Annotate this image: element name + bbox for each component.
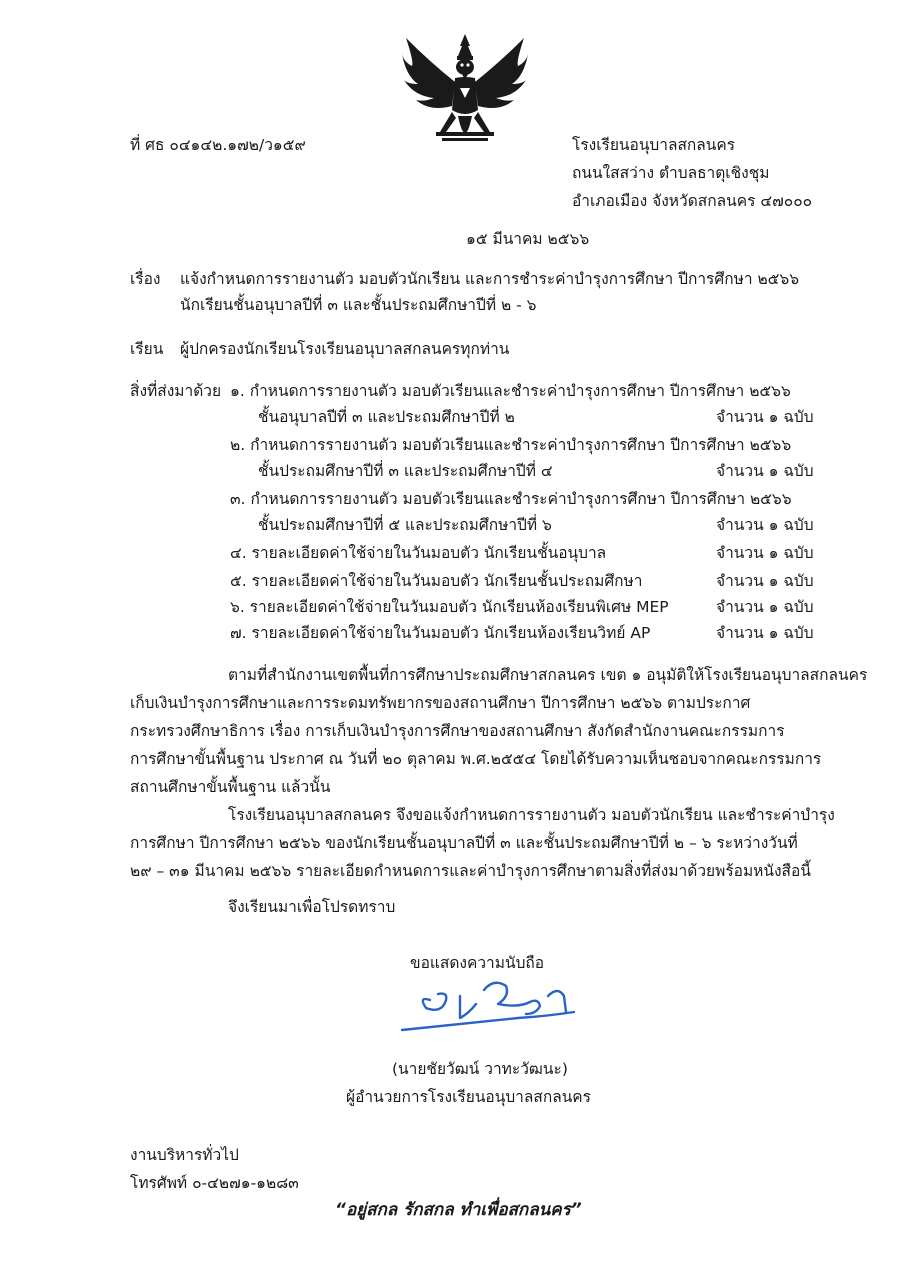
garuda-emblem-icon — [400, 32, 530, 150]
reference-number: ที่ ศธ ๐๔๑๔๒.๑๗๒/ว๑๕๙ — [130, 136, 306, 154]
letter-date: ๑๕ มีนาคม ๒๕๖๖ — [466, 230, 590, 248]
enclosure-7-count: จำนวน ๑ ฉบับ — [716, 624, 814, 642]
enclosure-6-line-1: ๖. รายละเอียดค่าใช้จ่ายในวันมอบตัว นักเรียนห้องเรียนพิเศษ MEP — [230, 598, 669, 616]
closing-line: จึงเรียนมาเพื่อโปรดทราบ — [228, 898, 396, 916]
enclosure-2-line-2: ชั้นประถมศึกษาปีที่ ๓ และประถมศึกษาปีที่ ๔ — [258, 462, 553, 480]
signatory-position: ผู้อำนวยการโรงเรียนอนุบาลสกลนคร — [346, 1088, 591, 1106]
body-paragraph-1-line-4: การศึกษาขั้นพื้นฐาน ประกาศ ณ วันที่ ๒๐ ตุลาคม พ.ศ.๒๕๕๔ โดยได้รับความเห็นชอบจากคณะกรรมการ — [130, 750, 822, 768]
enclosure-5-count: จำนวน ๑ ฉบับ — [716, 572, 814, 590]
body-paragraph-1-line-2: เก็บเงินบำรุงการศึกษาและการระดมทรัพยากรของสถานศึกษา ปีการศึกษา ๒๕๖๖ ตามประกาศ — [130, 694, 751, 712]
footer-department: งานบริหารทั่วไป — [130, 1146, 239, 1164]
body-paragraph-2-line-1: โรงเรียนอนุบาลสกลนคร จึงขอแจ้งกำหนดการรายงานตัว มอบตัวนักเรียน และชำระค่าบำรุง — [228, 806, 835, 824]
salutation-label: เรียน — [130, 340, 164, 358]
enclosure-3-line-2: ชั้นประถมศึกษาปีที่ ๕ และประถมศึกษาปีที่ ๖ — [258, 516, 552, 534]
body-paragraph-1-line-5: สถานศึกษาขั้นพื้นฐาน แล้วนั้น — [130, 778, 331, 796]
subject-line-1: แจ้งกำหนดการรายงานตัว มอบตัวนักเรียน และการชำระค่าบำรุงการศึกษา ปีการศึกษา ๒๕๖๖ — [180, 270, 800, 288]
sender-district: อำเภอเมือง จังหวัดสกลนคร ๔๗๐๐๐ — [572, 192, 813, 210]
sender-street: ถนนใสสว่าง ตำบลธาตุเชิงชุม — [572, 164, 770, 182]
enclosure-6-count: จำนวน ๑ ฉบับ — [716, 598, 814, 616]
enclosure-1-count: จำนวน ๑ ฉบับ — [716, 408, 814, 426]
enclosure-2-count: จำนวน ๑ ฉบับ — [716, 462, 814, 480]
enclosure-1-line-2: ชั้นอนุบาลปีที่ ๓ และประถมศึกษาปีที่ ๒ — [258, 408, 515, 426]
enclosure-3-line-1: ๓. กำหนดการรายงานตัว มอบตัวเรียนและชำระค่าบำรุงการศึกษา ปีการศึกษา ๒๕๖๖ — [230, 490, 792, 508]
sender-school-name: โรงเรียนอนุบาลสกลนคร — [572, 136, 736, 154]
enclosure-4-line-1: ๔. รายละเอียดค่าใช้จ่ายในวันมอบตัว นักเรียนชั้นอนุบาล — [230, 544, 607, 562]
salutation-recipient: ผู้ปกครองนักเรียนโรงเรียนอนุบาลสกลนครทุกท่าน — [180, 340, 510, 358]
body-paragraph-1-line-3: กระทรวงศึกษาธิการ เรื่อง การเก็บเงินบำรุงการศึกษาของสถานศึกษา สังกัดสำนักงานคณะกรรมการ — [130, 722, 785, 740]
enclosure-5-line-1: ๕. รายละเอียดค่าใช้จ่ายในวันมอบตัว นักเรียนชั้นประถมศึกษา — [230, 572, 643, 590]
enclosure-7-line-1: ๗. รายละเอียดค่าใช้จ่ายในวันมอบตัว นักเรียนห้องเรียนวิทย์ AP — [230, 624, 651, 642]
signatory-name: (นายชัยวัฒน์ วาทะวัฒนะ) — [392, 1060, 568, 1078]
enclosure-2-line-1: ๒. กำหนดการรายงานตัว มอบตัวเรียนและชำระค่าบำรุงการศึกษา ปีการศึกษา ๒๕๖๖ — [230, 436, 792, 454]
subject-label: เรื่อง — [130, 270, 161, 288]
enclosure-1-line-1: ๑. กำหนดการรายงานตัว มอบตัวเรียนและชำระค่าบำรุงการศึกษา ปีการศึกษา ๒๕๖๖ — [230, 382, 791, 400]
signature-icon — [398, 974, 578, 1044]
enclosure-4-count: จำนวน ๑ ฉบับ — [716, 544, 814, 562]
enclosure-3-count: จำนวน ๑ ฉบับ — [716, 516, 814, 534]
body-paragraph-2-line-3: ๒๙ – ๓๑ มีนาคม ๒๕๖๖ รายละเอียดกำหนดการและค่าบำรุงการศึกษาตามสิ่งที่ส่งมาด้วยพร้อมหนังสือนี้ — [130, 862, 811, 880]
footer-phone: โทรศัพท์ ๐-๔๒๗๑-๑๒๘๓ — [130, 1174, 299, 1192]
school-motto: “อยู่สกล รักสกล ทำเพื่อสกลนคร” — [335, 1200, 582, 1220]
subject-line-2: นักเรียนชั้นอนุบาลปีที่ ๓ และชั้นประถมศึกษาปีที่ ๒ - ๖ — [180, 296, 537, 314]
body-paragraph-1-line-1: ตามที่สำนักงานเขตพื้นที่การศึกษาประถมศึกษาสกลนคร เขต ๑ อนุมัติให้โรงเรียนอนุบาลสกลนคร — [228, 666, 868, 684]
enclosures-label: สิ่งที่ส่งมาด้วย — [130, 382, 222, 400]
body-paragraph-2-line-2: การศึกษา ปีการศึกษา ๒๕๖๖ ของนักเรียนชั้นอนุบาลปีที่ ๓ และชั้นประถมศึกษาปีที่ ๒ – ๖ ระหว่างวันที่ — [130, 834, 798, 852]
regards-line: ขอแสดงความนับถือ — [410, 954, 545, 972]
